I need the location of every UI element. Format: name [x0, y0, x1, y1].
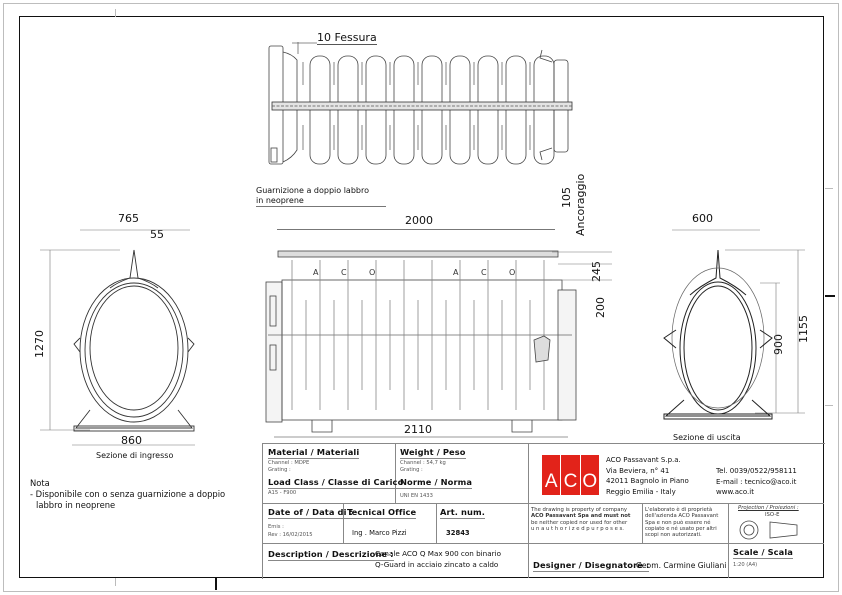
legal-it-line: Spa e non può essere né: [645, 519, 711, 526]
company-address-2: 42011 Bagnolo in Piano: [606, 477, 689, 485]
center-mark: [215, 578, 217, 590]
gasket-callout-line1: Guarnizione a doppio labbro: [256, 186, 369, 195]
designer-value: Geom. Carmine Giuliani: [636, 561, 727, 570]
company-name: ACO Passavant S.p.a.: [606, 456, 681, 464]
dim-anchorage-105: 105: [560, 187, 573, 208]
description-line-1: Canale ACO Q Max 900 con binario: [375, 549, 501, 558]
tb-divider: [262, 443, 528, 444]
company-web: www.aco.it: [716, 488, 754, 496]
legal-notice-it: [645, 507, 718, 538]
note-line-2: labbro in neoprene: [36, 500, 116, 510]
scale-label-text: Scale / Scala: [733, 547, 794, 557]
projection-label: Projection / Proiezioni :: [738, 505, 799, 511]
legal-it-line: scopi non autorizzati.: [645, 532, 702, 539]
dim-length-2110: 2110: [404, 423, 432, 436]
designer-label: [533, 560, 649, 572]
legal-it-line: L'elaborato è di proprietà: [645, 507, 713, 513]
dim-inlet-1270: 1270: [33, 330, 46, 358]
tb-divider: [728, 503, 729, 578]
aco-logo-letter: C: [561, 455, 580, 495]
gasket-callout-line2: in neoprene: [256, 196, 304, 205]
slot-label: 10 Fessura: [317, 31, 377, 44]
legal-notice-en: [531, 507, 630, 532]
company-contacts: [716, 466, 797, 498]
dim-grate-245: 245: [590, 261, 603, 282]
svg-text:O: O: [509, 268, 516, 277]
zone-tick: [825, 405, 833, 406]
dim-anchorage-label: Ancoraggio: [574, 173, 587, 236]
norm-value: UNI EN 1433: [400, 493, 433, 499]
gasket-callout: [256, 186, 369, 206]
material-grating: Grating :: [268, 467, 291, 473]
inlet-section-drawing: [30, 220, 210, 450]
scale-label: [733, 547, 793, 559]
svg-text:C: C: [481, 268, 487, 277]
zone-tick: [825, 188, 833, 189]
dim-outlet-600: 600: [692, 212, 713, 225]
load-class-value: A15 - F900: [268, 490, 297, 496]
top-view-drawing: [262, 40, 582, 180]
dim-inlet-765: 765: [118, 212, 139, 225]
zone-tick: [115, 578, 116, 586]
inlet-section-title: Sezione di ingresso: [96, 451, 174, 460]
material-channel: Channel : MDPE: [268, 460, 310, 466]
dim-body-200: 200: [594, 297, 607, 318]
zone-tick: [115, 9, 116, 17]
description-label-text: Description / Descrizione :: [268, 549, 394, 559]
aco-logo-letter: A: [542, 455, 561, 495]
svg-text:C: C: [341, 268, 347, 277]
office-label-text: Tecnical Office: [347, 507, 417, 517]
art-label-text: Art. num.: [440, 507, 486, 517]
legal-en-line: The drawing is property of company: [531, 507, 628, 513]
weight-grating: Grating :: [400, 467, 423, 473]
callout-leader: [256, 206, 386, 207]
aco-logo: [542, 455, 599, 495]
svg-text:O: O: [369, 268, 376, 277]
note-block: [30, 478, 225, 511]
norm-label-text: Norme / Norma: [400, 477, 473, 487]
projection-value: ISO-E: [765, 512, 780, 518]
art-label: [440, 507, 485, 519]
tb-divider: [395, 443, 396, 503]
date-rev: Rev : 16/02/2015: [268, 532, 313, 538]
outlet-section-drawing: [640, 220, 820, 435]
load-class-label-text: Load Class / Classe di Carico: [268, 477, 404, 487]
company-address-3: Reggio Emilia - Italy: [606, 487, 676, 496]
legal-en-line: ACO Passavant Spa and must not: [531, 513, 631, 520]
legal-it-line: copiato e né usato per altri: [645, 525, 717, 532]
date-emis: Emis :: [268, 524, 284, 530]
legal-en-line: be neither copied nor used for other: [531, 519, 628, 526]
dim-outlet-900: 900: [772, 334, 785, 355]
office-label: [347, 507, 416, 519]
outlet-section-title: Sezione di uscita: [673, 433, 741, 442]
tb-divider: [262, 443, 263, 578]
aco-logo-letter: O: [582, 471, 598, 492]
dim-inlet-860: 860: [121, 434, 142, 447]
tb-divider: [436, 503, 437, 543]
company-address-1: Via Beviera, n° 41: [606, 466, 670, 475]
svg-text:A: A: [453, 268, 459, 277]
tb-divider: [528, 443, 529, 578]
weight-label: [400, 447, 466, 459]
company-address: [606, 455, 689, 497]
svg-text:A: A: [313, 268, 319, 277]
norm-label: [400, 477, 472, 489]
tb-divider: [528, 543, 824, 544]
note-title: Nota: [30, 478, 50, 488]
material-label-text: Material / Materiali: [268, 447, 360, 457]
legal-it-line: dell'azienda ACO Passavant: [645, 513, 719, 520]
company-tel: Tel. 0039/0522/958111: [716, 467, 797, 475]
scale-value: 1:20 (A4): [733, 562, 758, 568]
weight-label-text: Weight / Peso: [400, 447, 466, 457]
office-value: Ing . Marco Pizzi: [352, 529, 407, 537]
dim-line-2000: [277, 229, 555, 230]
dim-inlet-55: 55: [150, 228, 164, 241]
company-email: E-mail : tecnico@aco.it: [716, 477, 797, 486]
weight-channel: Channel : 54,7 kg: [400, 460, 446, 466]
art-value: 32843: [446, 529, 470, 537]
load-class-label: [268, 477, 403, 489]
tb-divider: [642, 503, 643, 543]
dim-outlet-1155: 1155: [797, 315, 810, 343]
designer-label-text: Designer / Disegnatore :: [533, 560, 650, 570]
front-view-drawing: [262, 240, 622, 440]
tb-divider: [262, 543, 528, 544]
dim-length-2000: 2000: [405, 214, 433, 227]
note-line-1: - Disponibile con o senza guarnizione a doppio: [30, 489, 226, 499]
tb-divider: [262, 503, 824, 504]
material-label: [268, 447, 359, 459]
date-label: [268, 507, 353, 519]
date-label-text: Date of / Data di :: [268, 507, 353, 517]
center-mark: [825, 295, 835, 297]
description-text: [375, 548, 501, 570]
projection-symbol-icon: [735, 518, 810, 542]
legal-en-line: u n a u t h o r i z e d p u r p o s e s.: [531, 525, 624, 532]
description-line-2: Q-Guard in acciaio zincato a caldo: [375, 560, 499, 569]
